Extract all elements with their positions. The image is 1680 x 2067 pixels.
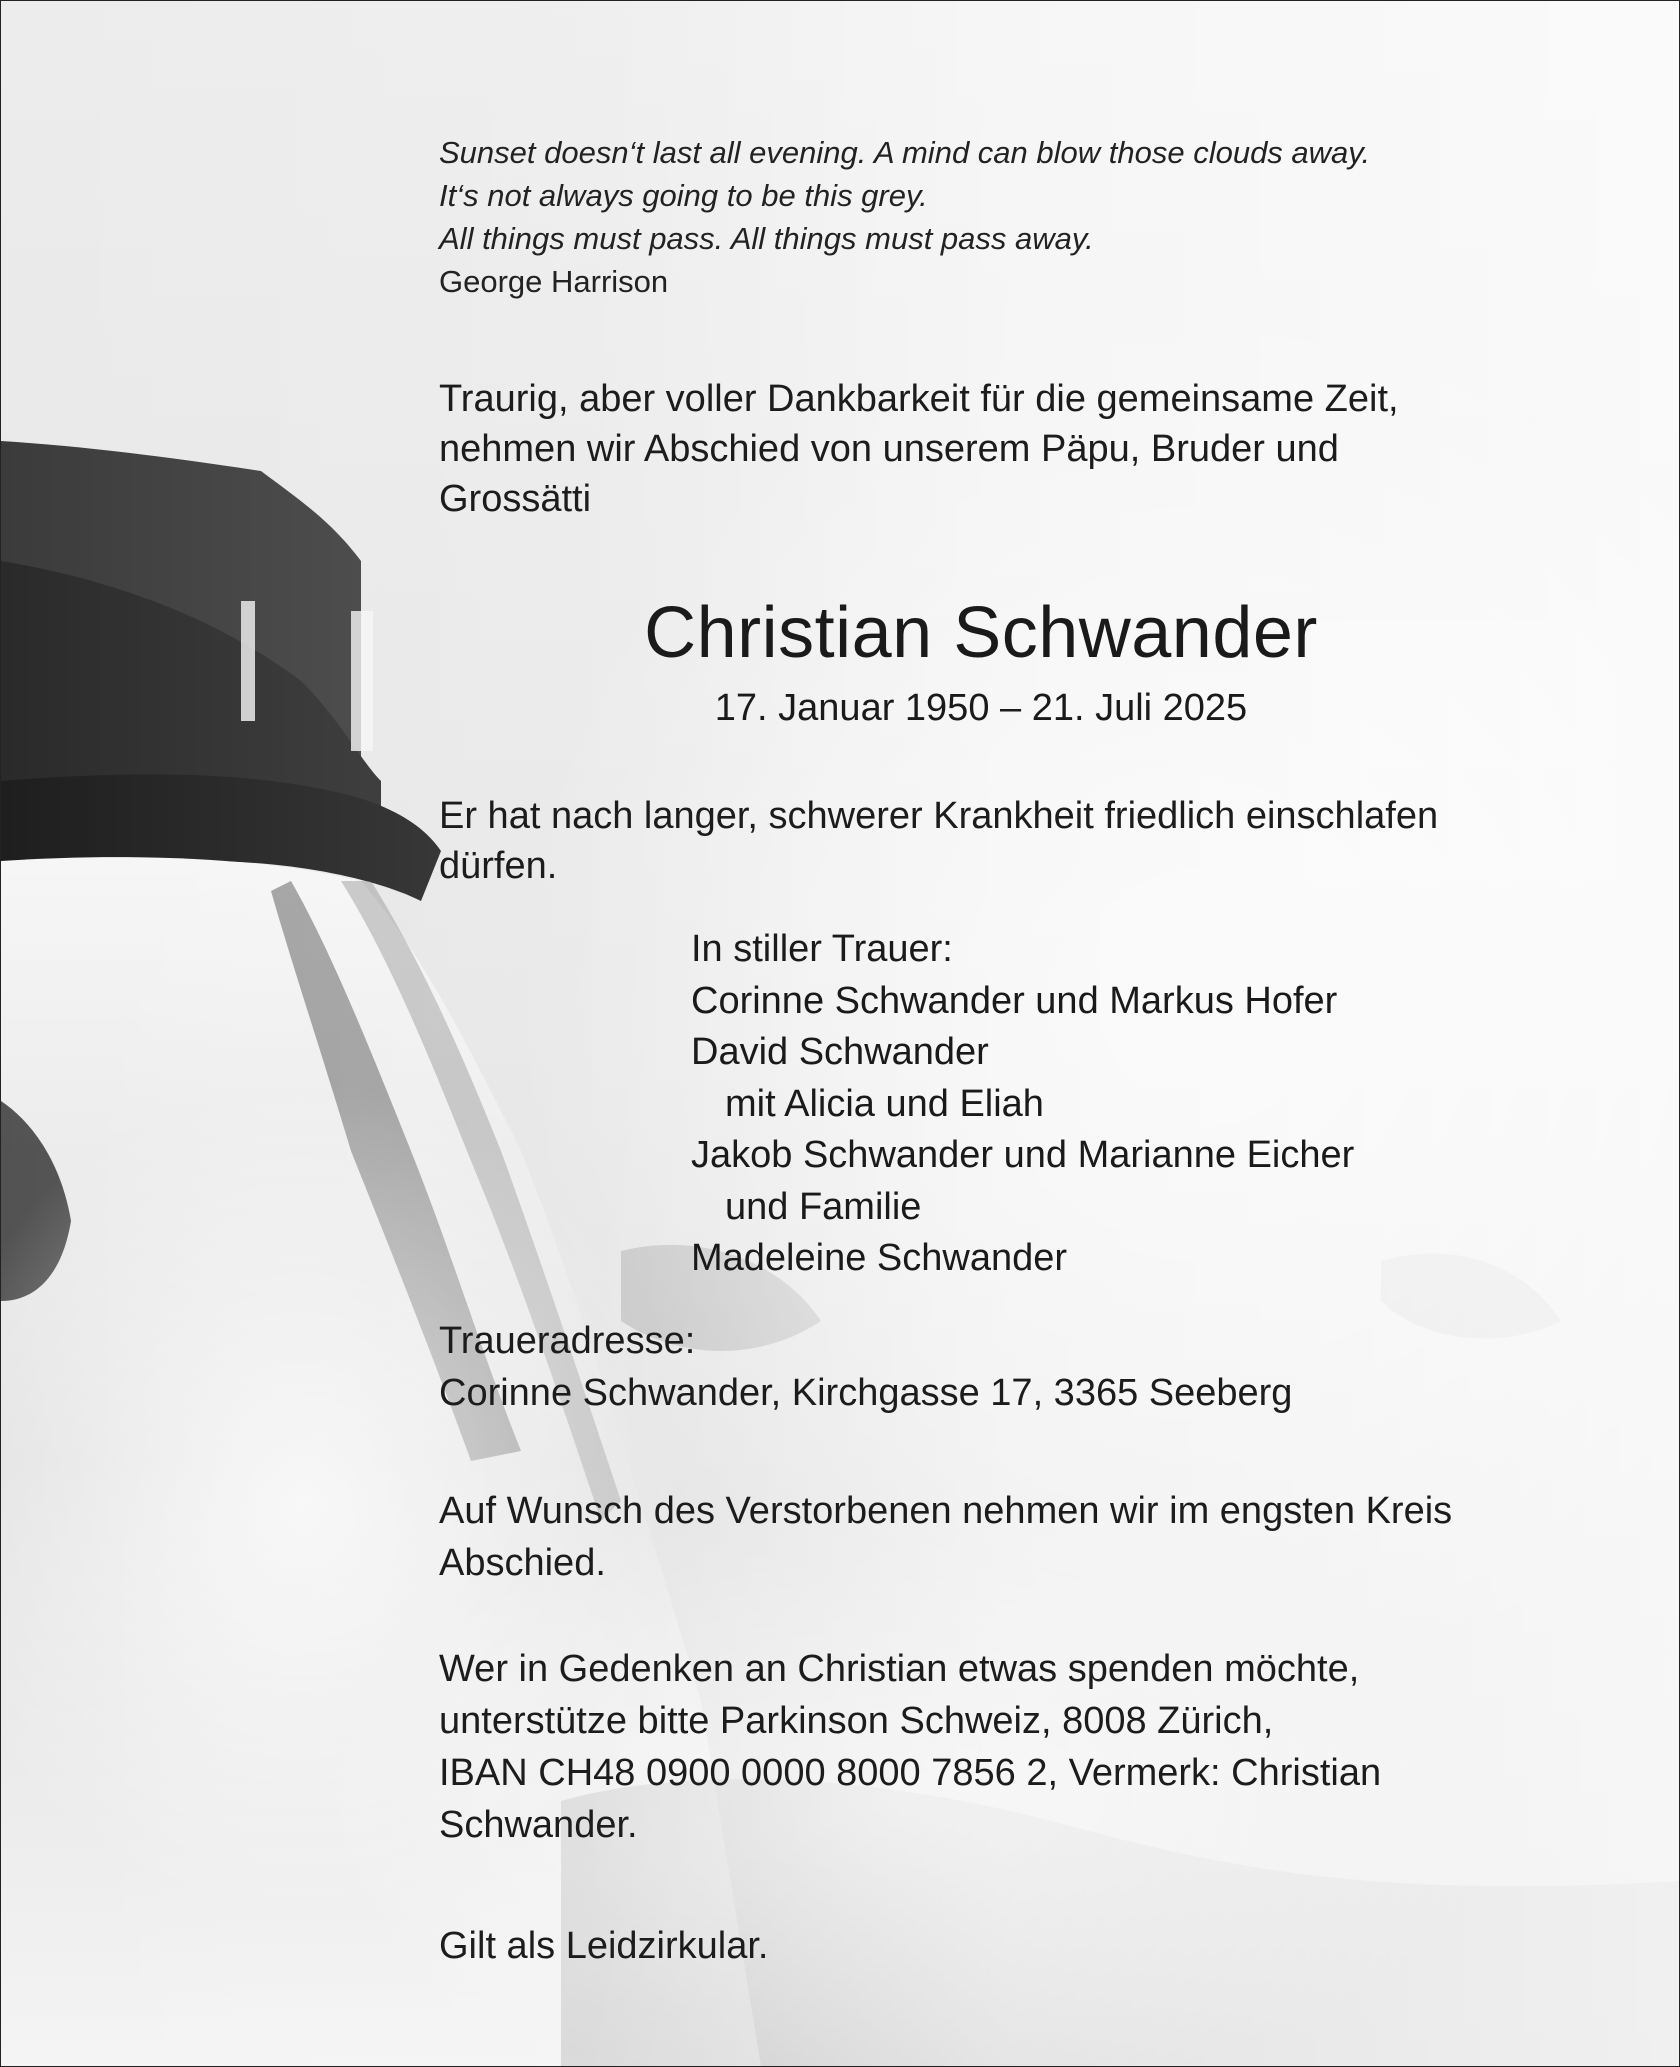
intro-line: Grossätti (439, 478, 592, 520)
mourner-entry: Jakob Schwander und Marianne Eicher (691, 1134, 1355, 1176)
intro-line: nehmen wir Abschied von unserem Päpu, Bruder und (439, 428, 1339, 470)
address-value: Corinne Schwander, Kirchgasse 17, 3365 Seeberg (439, 1372, 1293, 1414)
deceased-name: Christian Schwander (644, 593, 1318, 673)
quote-line: It‘s not always going to be this grey. (439, 178, 928, 213)
donation-line: Wer in Gedenken an Christian etwas spenden möchte, (439, 1648, 1360, 1690)
farewell-line: Abschied. (439, 1542, 606, 1584)
quote-block (439, 131, 1370, 303)
intro-paragraph (439, 374, 1399, 524)
circular-note: Gilt als Leidzirkular. (439, 1925, 769, 1967)
mourner-entry: mit Alicia und Eliah (725, 1082, 1044, 1125)
mourner-entry: Corinne Schwander und Markus Hofer (691, 979, 1338, 1022)
intro-line: Traurig, aber voller Dankbarkeit für die gemeinsame Zeit, (439, 378, 1399, 420)
address-block (439, 1315, 1292, 1419)
donation-note (439, 1643, 1381, 1851)
donation-line: IBAN CH48 0900 0000 8000 7856 2, Vermerk: Christian (439, 1752, 1382, 1794)
address-label: Traueradresse: (439, 1320, 696, 1362)
mourner-entry: Madeleine Schwander (691, 1237, 1068, 1279)
donation-line: unterstütze bitte Parkinson Schweiz, 8008 Zürich, (439, 1700, 1274, 1742)
quote-line: All things must pass. All things must pass away. (439, 221, 1094, 256)
farewell-note (439, 1485, 1452, 1589)
death-note-line: Er hat nach langer, schwerer Krankheit friedlich einschlafen (439, 795, 1439, 837)
mourners-heading: In stiller Trauer: (691, 928, 953, 970)
quote-author: George Harrison (439, 264, 669, 299)
death-note-line: dürfen. (439, 845, 558, 887)
donation-line: Schwander. (439, 1804, 638, 1846)
mourners-list (691, 924, 1354, 1285)
quote-line: Sunset doesn‘t last all evening. A mind can blow those clouds away. (439, 135, 1371, 170)
mourner-entry: und Familie (725, 1185, 922, 1228)
death-note (439, 791, 1438, 891)
life-dates: 17. Januar 1950 – 21. Juli 2025 (714, 687, 1248, 729)
mourner-entry: David Schwander (691, 1031, 989, 1073)
farewell-line: Auf Wunsch des Verstorbenen nehmen wir im engsten Kreis (439, 1490, 1453, 1532)
